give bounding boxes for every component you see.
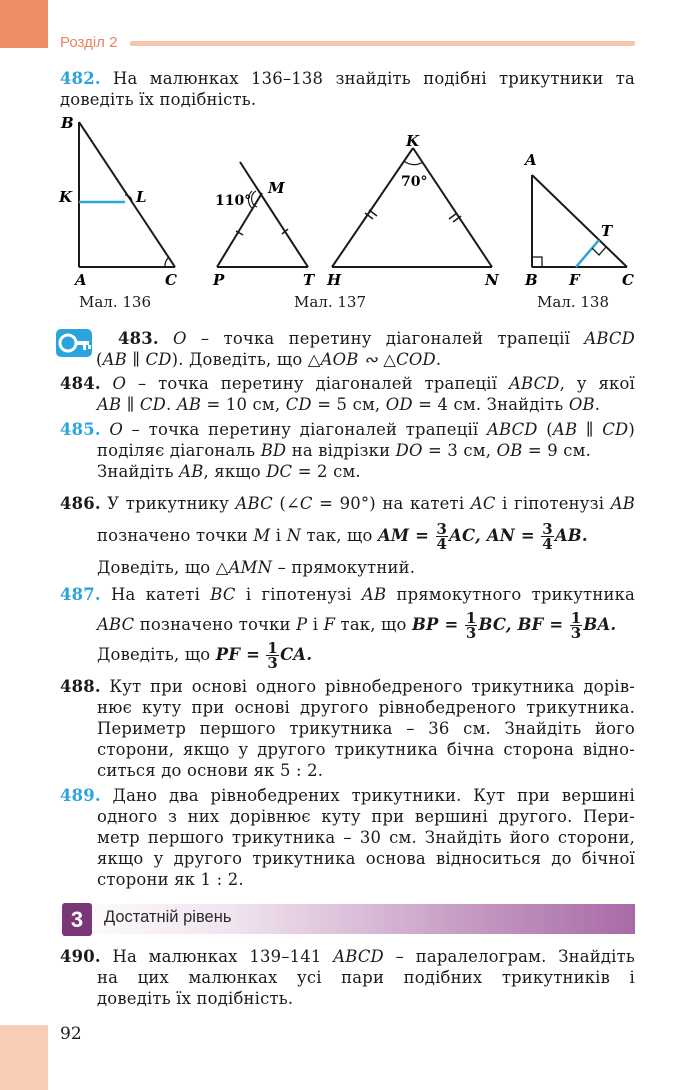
fraction: $\frac{1}{3}$ <box>465 609 477 642</box>
key-icon <box>55 327 95 359</box>
caption-137: Мал. 137 <box>294 293 366 311</box>
label-A: A <box>525 151 537 169</box>
label-T: T <box>601 222 613 240</box>
figure-137-right <box>326 132 500 289</box>
label-K: K <box>59 188 73 206</box>
label-C: C <box>165 271 177 289</box>
figure-136 <box>58 115 177 289</box>
page-number: 92 <box>60 1024 82 1044</box>
problem-text: На малюнках 136–138 знайдіть подібні трикутники та <box>113 69 635 88</box>
figures-136-138 <box>55 115 645 315</box>
label-P: P <box>213 271 225 289</box>
label-F: F <box>569 271 580 289</box>
figure-137-left <box>212 162 316 289</box>
label-C: C <box>622 271 634 289</box>
label-L: L <box>136 188 147 206</box>
problem-486: 486. У трикутнику ABC (∠C = 90°) на катеті AC і гіпотенузі AB позначено точки M і N так, що AM = $\frac{3}{4}$ AC, AN = $\frac{3}{4}$ AB. Доведіть, що △AMN – прямокутний. <box>60 494 635 577</box>
angle-110: 110° <box>215 193 252 209</box>
header-rule <box>130 41 635 46</box>
corner-tab <box>0 0 48 48</box>
fraction: $\frac{1}{3}$ <box>267 639 279 672</box>
problem-number: 482. <box>60 69 101 88</box>
label-A: A <box>75 271 87 289</box>
caption-138: Мал. 138 <box>537 293 609 311</box>
problem-485: 485. O – точка перетину діагоналей трапеції ABCD (AB ∥ CD) поділяє діагональ BD на відрізки DO = 3 см, OB = 9 см. Знайдіть AB, якщо DC = 2 см. <box>60 420 635 481</box>
label-T: T <box>303 271 315 289</box>
label-B: B <box>525 271 538 289</box>
fraction: $\frac{1}{3}$ <box>570 609 582 642</box>
caption-136: Мал. 136 <box>79 293 151 311</box>
problem-488: 488. Кут при основі одного рівнобедреного трикутника дорів- нює куту при основі другого рівнобедреного трикутника. Периметр першого трикутника – 36 см. Знайдіть його сторони, якщо у другого трикутника бічна сторона відно- ситься до основи як 5 : 2. <box>60 677 635 780</box>
label-B: B <box>61 115 74 132</box>
label-M: M <box>268 179 285 197</box>
problem-484: 484. O – точка перетину діагоналей трапеції ABCD, у якої AB ∥ CD. AB = 10 см, CD = 5 см, OD = 4 см. Знайдіть OB. <box>60 374 635 414</box>
problem-483-cont: (AB ∥ CD). Доведіть, що △AOB ∾ △COD. <box>96 350 442 369</box>
label-N: N <box>485 271 499 289</box>
problem-483: 483. O – точка перетину діагоналей трапеції ABCD <box>118 329 635 348</box>
problem-490: 490. На малюнках 139–141 ABCD – паралелограм. Знайдіть на цих малюнках усі пари подібних трикутників і доведіть їх подібність. <box>60 947 635 1008</box>
problem-482 <box>60 68 635 110</box>
fraction: $\frac{3}{4}$ <box>436 520 448 553</box>
problem-487: 487. На катеті BC і гіпотенузі AB прямокутного трикутника ABC позначено точки P і F так, що BP = $\frac{1}{3}$ BC, BF = $\frac{1}{3}$ BA. Доведіть, що PF = $\frac{1}{3}$ CA. <box>60 585 635 672</box>
problem-489: 489. Дано два рівнобедрених трикутники. Кут при вершині одного з них дорівнює куту при вершині другого. Пери- метр першого трикутника – 30 см. Знайдіть його сторони, якщо у другого трикутника основа відноситься до бічної сторони як 1 : 2. <box>60 786 635 889</box>
label-H: H <box>327 271 342 289</box>
fraction: $\frac{3}{4}$ <box>542 520 553 553</box>
level-badge: 3 <box>62 903 92 936</box>
level-title: Достатній рівень <box>104 908 232 926</box>
page-tab <box>0 1025 48 1090</box>
figure-138 <box>523 151 634 289</box>
angle-70: 70° <box>401 174 428 190</box>
problem-text: доведіть їх подібність. <box>60 90 257 109</box>
label-K: K <box>406 132 420 150</box>
section-label: Розділ 2 <box>60 34 118 51</box>
